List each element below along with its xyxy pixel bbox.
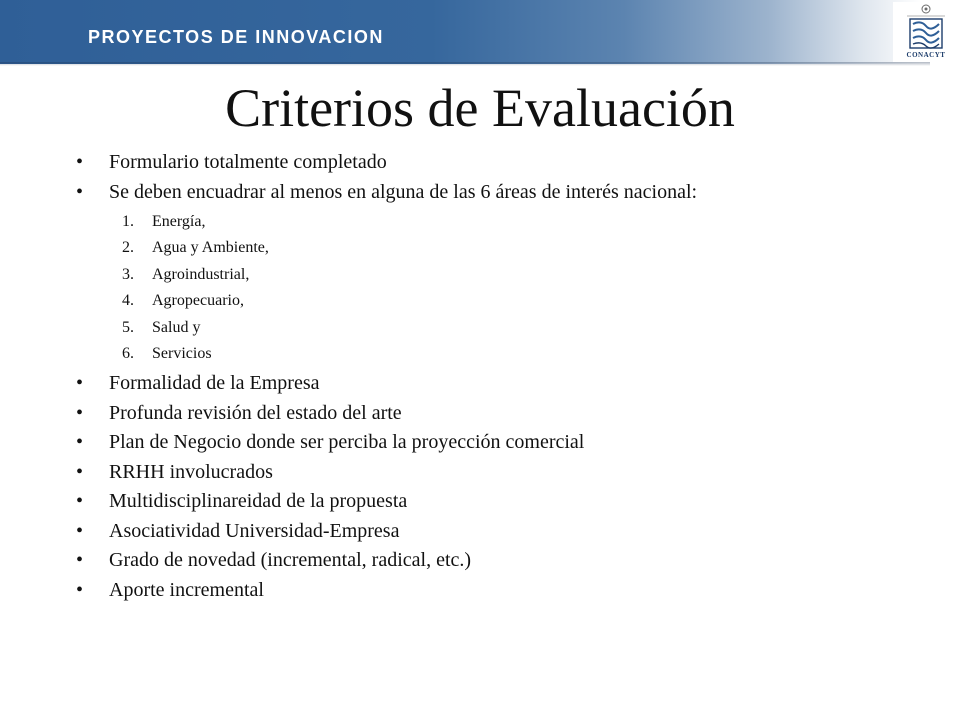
bullet-glyph: • [76, 372, 84, 395]
bullet-text: Profunda revisión del estado del arte [109, 401, 402, 424]
area-item [76, 315, 936, 341]
area-label: Energía, [152, 213, 206, 230]
bullet-glyph: • [76, 401, 84, 424]
bullet-glyph: • [76, 578, 84, 601]
area-number: 1. [122, 213, 134, 230]
area-label: Agropecuario, [152, 292, 244, 310]
content-area [76, 148, 936, 605]
bullet-item [76, 458, 936, 488]
area-item [76, 341, 936, 367]
conacyt-logo-icon [893, 2, 959, 62]
bullet-item [76, 546, 936, 576]
bullet-item [76, 178, 936, 208]
header-shadow [0, 62, 930, 66]
area-item [76, 262, 936, 288]
area-item [76, 288, 936, 314]
area-item [76, 235, 936, 261]
bullet-glyph: • [76, 549, 84, 572]
bullet-item [76, 487, 936, 517]
bullet-text: RRHH involucrados [109, 460, 273, 483]
bullet-text: Plan de Negocio donde ser perciba la proyección comercial [109, 431, 585, 454]
area-label: Agroindustrial, [152, 265, 250, 283]
area-number: 4. [122, 292, 134, 310]
area-label: Agua y Ambiente, [152, 239, 269, 257]
bullet-text: Multidisciplinareidad de la propuesta [109, 490, 408, 513]
area-item [76, 209, 936, 235]
area-number: 6. [122, 344, 134, 362]
header-title: PROYECTOS DE INNOVACION [88, 27, 384, 47]
bullet-item [76, 148, 936, 178]
bullet-glyph: • [76, 431, 84, 454]
bullet-text: Asociatividad Universidad-Empresa [109, 519, 400, 542]
area-number: 5. [122, 318, 134, 336]
bullet-glyph: • [76, 151, 84, 173]
bullet-item [76, 517, 936, 547]
area-label: Salud y [152, 318, 201, 336]
bullet-text: Se deben encuadrar al menos en alguna de las 6 áreas de interés nacional: [109, 180, 698, 203]
bullet-text: Formulario totalmente completado [109, 151, 387, 173]
bullet-glyph: • [76, 460, 84, 483]
bullet-glyph: • [76, 519, 84, 542]
area-number: 2. [122, 239, 134, 257]
bullet-text: Formalidad de la Empresa [109, 372, 320, 395]
logo-caption: CONACYT [906, 51, 946, 59]
bullet-text: Grado de novedad (incremental, radical, etc.) [109, 549, 472, 572]
bullet-item [76, 576, 936, 606]
bullet-item [76, 428, 936, 458]
bullet-glyph: • [76, 180, 84, 203]
areas-list [76, 207, 936, 369]
bullet-item [76, 369, 936, 399]
page-title: Criterios de Evaluación [225, 78, 735, 138]
bullet-text: Aporte incremental [109, 578, 264, 601]
area-number: 3. [122, 265, 134, 283]
area-label: Servicios [152, 344, 212, 362]
bullet-glyph: • [76, 490, 84, 513]
bullet-item [76, 399, 936, 429]
